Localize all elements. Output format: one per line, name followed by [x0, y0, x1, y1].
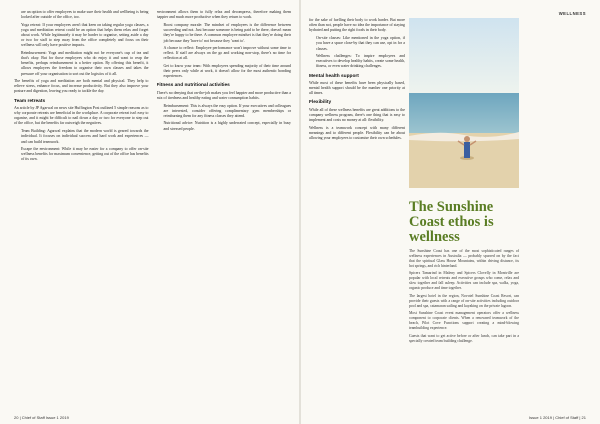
paragraph: The Sunshine Coast has one of the most sophisticated ranges of wellness experiences in Australia — probably spurred on by the fact that the spiritual Glass House Mountains, within driving distance, its hot springs, and rich hinterland. [409, 249, 519, 268]
left-col1-list-2 [14, 129, 149, 162]
beach-photo-icon [409, 18, 519, 188]
list-item: • Team Building: Agarwal explains that the modern world is geared towards the individual. It focuses on individual success and hard work and experiences — and can build teamwork. [21, 129, 149, 145]
left-col1-list [14, 10, 149, 77]
list-item: • Yoga retreat: If your employees aren't that keen on taking regular yoga classes, a yoga and meditation retreat could be an option that helps them relax and forget about work. While legitimately it may be harder to organise, setting aside a day or two for staff to step away from the office completely and focus on their wellness will only have positive impacts. [21, 23, 149, 49]
section-label: WELLNESS [558, 11, 586, 16]
footer-publication-right: Issue 1 2019 | Chief of Staff [529, 415, 579, 420]
paragraph: Wellness is a teamwork concept with many different meanings and to different people. Flexibility can be about allowing your employees to customise their own schedules. [309, 125, 405, 141]
footer-left: 20 | Chief of Staff Issue 1 2019 [14, 415, 69, 420]
left-col2-list-2 [157, 104, 292, 132]
subheading-team-retreats: Team retreats [14, 98, 46, 104]
subheading-mental-health: Mental health support [309, 73, 359, 79]
paragraph: While most of these benefits have been physically based, mental health support should be the number one priority at all times. [309, 80, 405, 96]
page-number-left: 20 [14, 415, 19, 420]
paragraph: While all of these wellness benefits are great additions to the company wellness program, there's one thing that is easy to implement and costs no money at all: flexibility. [309, 107, 405, 123]
paragraph: There's no denying that on-the-job makes you feel happier and more productive than a mix of tiredness and healthy eating and water consumption habits. [156, 90, 291, 100]
right-col1-list [309, 36, 405, 69]
left-page [0, 0, 299, 424]
paragraph: Most Sunshine Coast event management operators offer a wellness component to corporate clients. When a renowned teamwork of the beach, Pilot Cove Functions support creating a mind-blowing teambuilding experience. [409, 311, 519, 331]
left-columns [14, 10, 291, 410]
left-col2-list [157, 23, 292, 79]
list-item: • On-site classes: Like mentioned in the yoga option, if you have a space close-by that they can use, opt in for a classes. [316, 36, 405, 52]
subheading-fitness: Fitness and nutritional activities [156, 83, 230, 89]
subheading-flexibility: Flexibility [309, 100, 332, 106]
paragraph: Guests that want to get active before or after lunch, can take part in a specially created team building challenge. [409, 333, 519, 343]
paragraph: The largest hotel in the region, Novotel Sunshine Coast Resort, can provide their guests with a range of on-site activities including outdoor pool and spa, catamaran sailing and kayaking on the private lagoon. [409, 293, 519, 308]
paragraph: Spicers Tamarind in Maleny and Spicers Clovelly in Montville are popular with local retreats and executive groups who come, relax and slow together and fall asleep. Activities can include spa, walks, yoga, organic produce and time together. [409, 271, 519, 291]
list-item: • Get to know your team: With employees spending majority of their time around their peers only while at work, it doesn't allow for the most authentic bonding experiences. [164, 64, 292, 80]
left-column-1 [14, 10, 149, 410]
feature-body [409, 249, 519, 344]
list-item: • are an option to offer employees to make sure their health and wellbeing is being looked after outside of the office, too. [21, 10, 149, 20]
feature-title: The Sunshine Coast ethos is wellness [409, 199, 494, 245]
list-item: • Escape the environment: While it may be easier for a company to offer on-site wellness benefits for maximum convenience, getting out of the office has benefits of its own. [21, 147, 149, 163]
list-item: • Reimbursement: Yoga and meditation might not be everyone's cup of tea and that's okay. But for those employees who do enjoy it and want to reap the benefits, perhaps reimbursement is a better option. By offering this benefit, it allows employees the freedom to organise their own classes and takes the pressure off your organisation to sort out the logistics of it all. [21, 51, 149, 77]
right-page [301, 0, 600, 424]
footer-publication-left: Chief of Staff Issue 1 2019 [21, 415, 69, 420]
right-column-1-wrap [309, 18, 405, 408]
paragraph: environment allows them to fully relax and decompress, therefore making them happier and much more productive when they return to work. [156, 10, 291, 20]
right-column-1 [309, 18, 405, 408]
paragraph: for the sake of fuelling their body to work harder. But more often than not, people have no idea the importance of staying hydrated and putting the right foods in their body. [309, 18, 405, 33]
paragraph: An article by JP Agarwal on news site Huffington Post outlined 5 simple reasons as to why corporate retreats are beneficial in the workplace. A corporate retreat isn't easy to organise, and it might be difficult to nail down a day or two for everyone to step out of the office, but the benefits far outweigh the negatives. [14, 105, 149, 126]
left-column-2 [157, 10, 292, 410]
list-item: • Boost company morale: The mindset of employees is the difference between succeeding and not. Just because someone is being paid to be there, doesn't mean they're happy to be there. A common employee mindset is that they're doing their job because they 'have to' not because they 'want to'. [164, 23, 292, 44]
footer-right: Issue 1 2019 | Chief of Staff | 21 [529, 415, 586, 420]
list-item: • A chance to reflect: Employee performance won't improve without some time to reflect. If staff are always on the go and working non-stop, there's no time for reflection at all. [164, 46, 292, 62]
feature-photo [409, 18, 519, 188]
feature-article [409, 200, 519, 346]
page-number-right: 21 [581, 415, 586, 420]
list-item: • Nutritional advice: Nutrition is a highly underrated concept, especially in busy and stressed people. [164, 121, 292, 131]
list-item: • Reimbursement: This is always the easy option. If your executives and colleagues are interested, consider offering complimentary gym memberships or reimbursing them for any fitness classes they attend. [164, 104, 292, 120]
paragraph: The benefits of yoga and meditation are both mental and physical. They help to relieve stress, enhance focus, and increase productivity. But they also improve your posture and digestion, leaving you ready to tackle the day. [14, 79, 149, 94]
list-item: • Wellness challenges: To inspire employees and executives to develop healthy habits, create some health, fitness, or even water drinking challenges. [316, 54, 405, 70]
